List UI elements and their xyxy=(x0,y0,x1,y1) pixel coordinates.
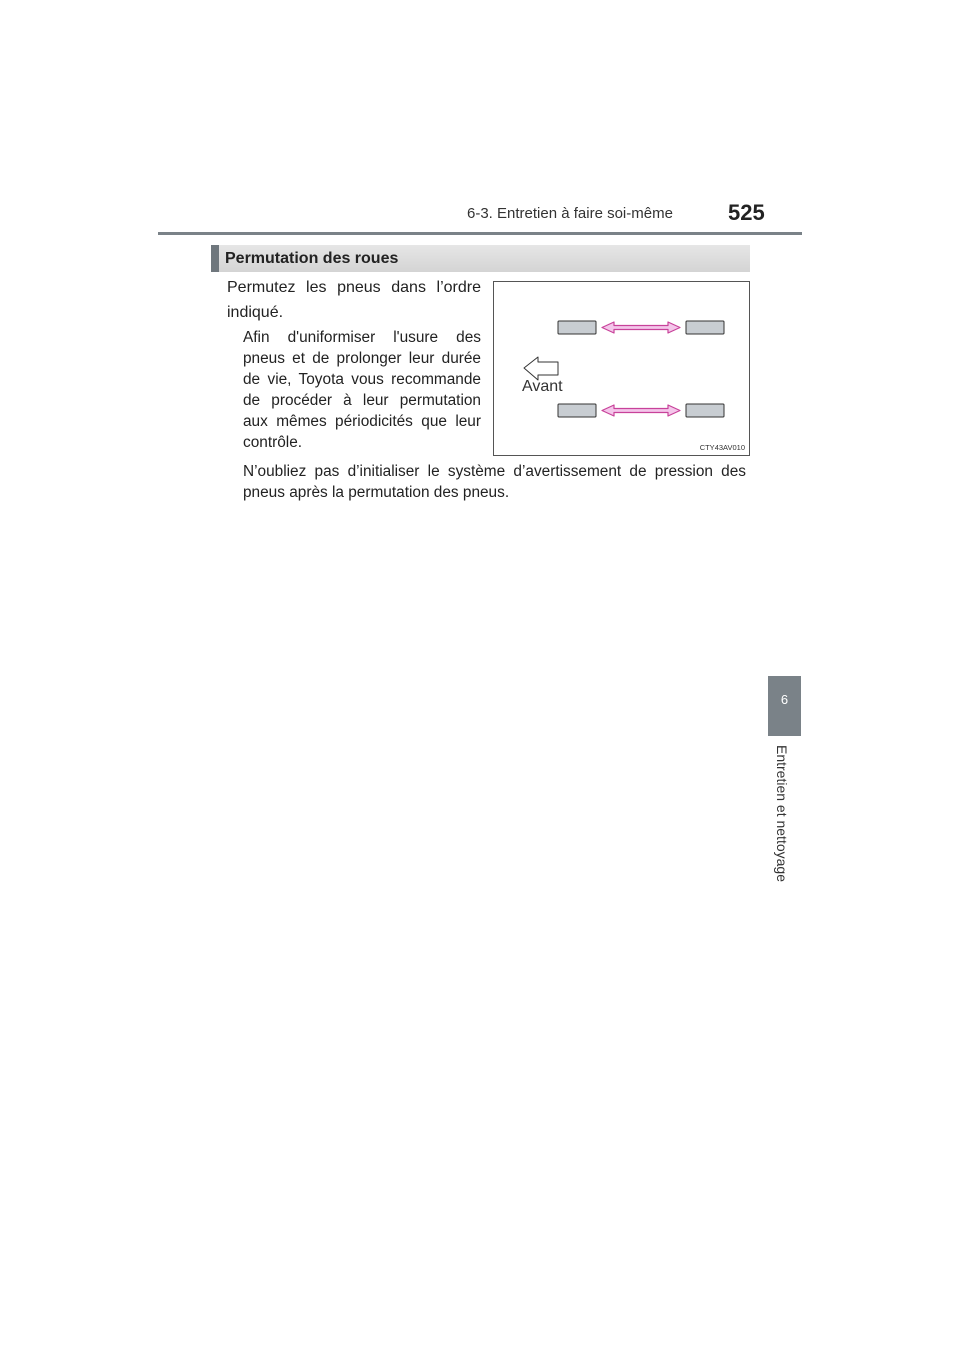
front-label: Avant xyxy=(522,378,563,395)
chapter-label: Entretien et nettoyage xyxy=(774,745,790,882)
page-number: 525 xyxy=(728,200,765,225)
swap-arrow-top xyxy=(602,322,680,333)
tire-rear-right xyxy=(686,404,724,417)
section-title: Permutation des roues xyxy=(225,250,399,267)
header-section-title: 6-3. Entretien à faire soi-même xyxy=(467,205,673,222)
header-divider xyxy=(158,232,802,235)
tire-rotation-diagram xyxy=(493,281,750,456)
front-direction-arrow-icon xyxy=(524,357,558,380)
note-text: Afin d'uniformiser l'usure des pneus et de prolonger leur durée de vie, Toyota vous recommande de procéder à leur permutation aux mêmes périodicités que leur contrôle. xyxy=(243,329,481,451)
tire-rear-left xyxy=(686,321,724,334)
figure-code: CTY43AV010 xyxy=(699,443,745,452)
instruction-text: Permutez les pneus dans l’ordre indiqué. xyxy=(227,279,481,321)
section-header xyxy=(211,245,750,272)
reminder-text: N’oubliez pas d’initialiser le système d’avertissement de pression des pneus après la permutation des pneus. xyxy=(243,463,746,501)
swap-arrow-bottom xyxy=(602,405,680,416)
chapter-number: 6 xyxy=(780,692,789,707)
tire-front-right xyxy=(558,404,596,417)
tire-front-left xyxy=(558,321,596,334)
chapter-tab xyxy=(768,676,801,736)
tire-rotation-svg xyxy=(494,282,751,457)
